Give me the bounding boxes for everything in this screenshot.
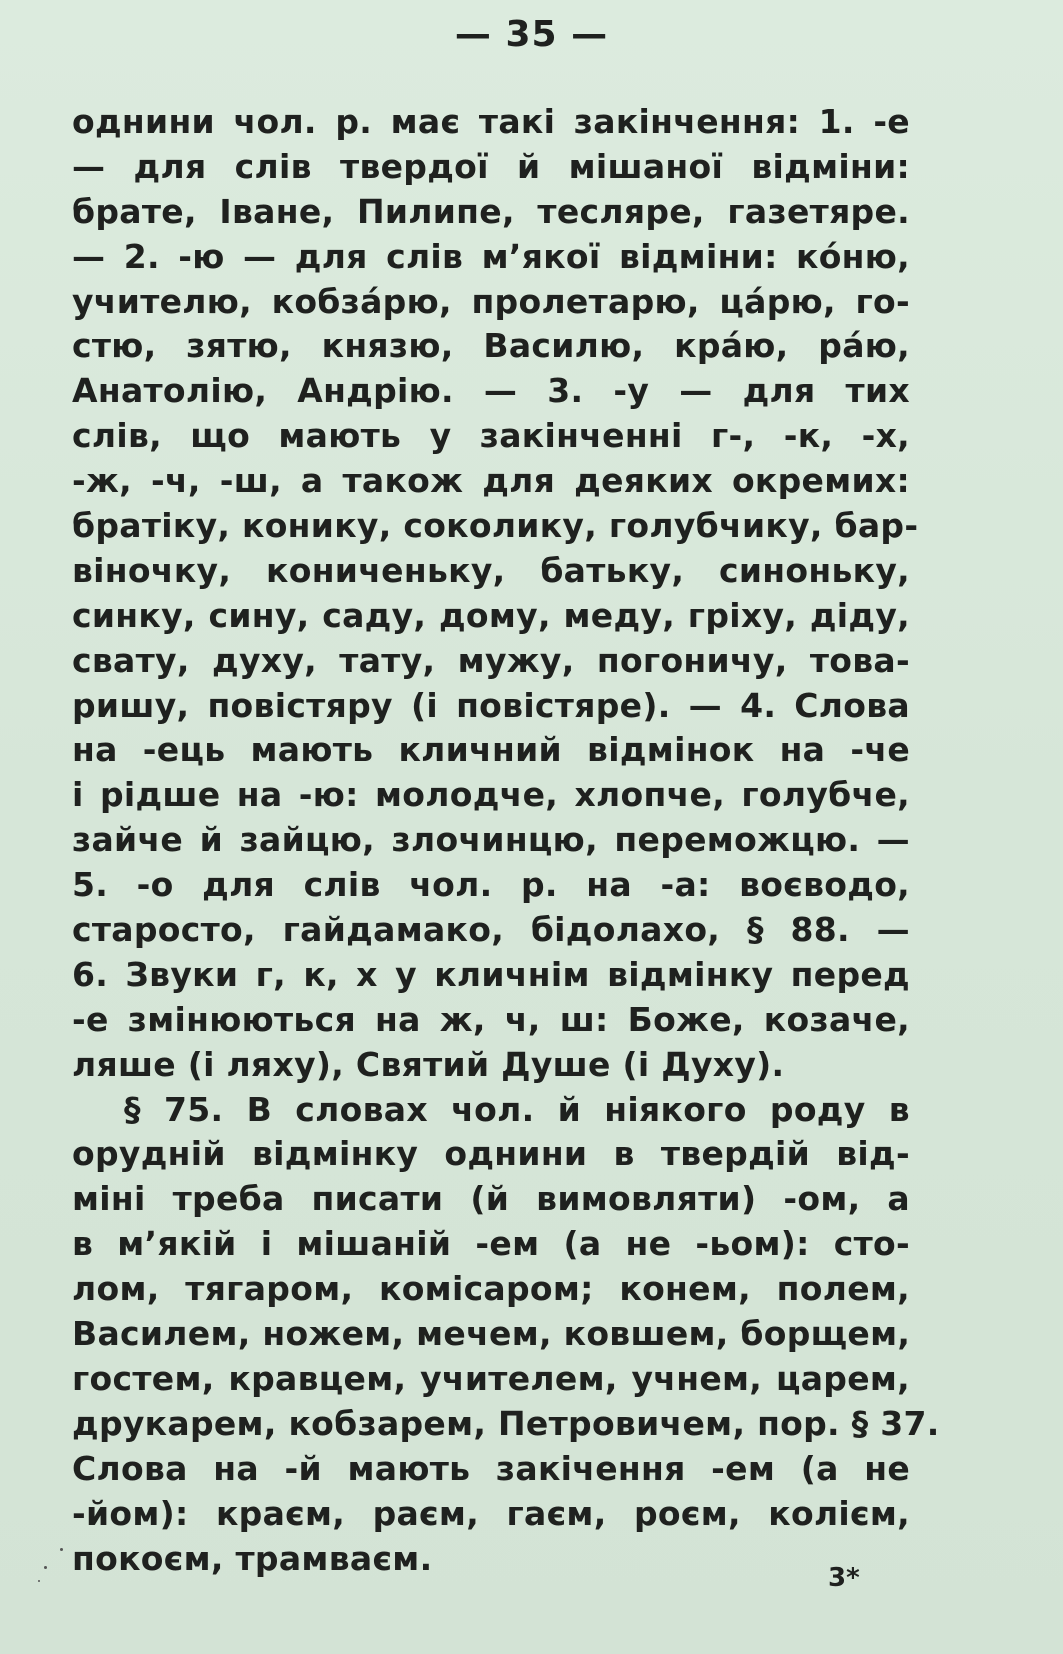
text-line: свату, духу, тату, мужу, погоничу, това-: [72, 640, 910, 680]
text-line: -е змінюються на ж, ч, ш: Боже, козаче,: [72, 999, 910, 1039]
text-line: ришу, повістяру (і повістяре). — 4. Слова: [72, 685, 910, 725]
text-line: 6. Звуки г, к, х у кличнім відмінку перед: [72, 954, 910, 994]
text-line: старосто, гайдамако, бідолахо, § 88. —: [72, 910, 910, 950]
section-start-line: § 75. В словах чол. й ніякого роду в: [124, 1089, 910, 1129]
text-line: синку, сину, саду, дому, меду, гріху, діду,: [72, 595, 910, 635]
paper-speck: [44, 1566, 47, 1569]
text-line: Василем, ножем, мечем, ковшем, борщем,: [72, 1314, 911, 1354]
text-line: — 2. -ю — для слів м’якої відміни: ко́ню,: [72, 236, 910, 276]
text-line: ляше (і ляху), Святий Душе (і Духу).: [72, 1044, 785, 1084]
text-line: покоєм, трамваєм.: [72, 1538, 433, 1578]
page-number: — 35 —: [454, 14, 609, 55]
text-line: брате, Іване, Пилипе, тесляре, газетяре.: [72, 191, 910, 231]
body-text: [72, 100, 940, 1581]
text-line: віночку, коничeньку, батьку, синоньку,: [72, 550, 910, 590]
text-line: Слова на -й мають закічення -ем (а не: [72, 1448, 910, 1488]
text-line: на -ець мають кличний відмінок на -че: [72, 730, 910, 770]
text-line: в м’якій і мішаній -ем (а не -ьом): сто-: [72, 1224, 910, 1264]
text-line: міні треба писати (й вимовляти) -ом, а: [72, 1179, 910, 1219]
text-line: орудній відмінку однини в твердій від-: [72, 1134, 910, 1174]
text-line: — для слів твердої й мішаної відміни:: [72, 146, 910, 186]
text-line: і рідше на -ю: молодче, хлопче, голубче,: [72, 775, 910, 815]
text-line: учителю, кобза́рю, пролетарю, ца́рю, го-: [72, 281, 910, 321]
text-line: лом, тягаром, комісаром; конем, полем,: [72, 1269, 910, 1309]
text-line: братіку, конику, соколику, голубчику, бар-: [72, 506, 919, 546]
text-line: Анатолію, Андрію. — 3. -у — для тих: [72, 371, 910, 411]
signature-mark: 3*: [828, 1563, 860, 1593]
text-line: однини чол. р. має такі закінчення: 1. -е: [72, 102, 910, 141]
text-line: друкарем, кобзарем, Петровичем, пор. § 37.: [72, 1403, 940, 1443]
text-line: гостем, кравцем, учителем, учнем, царем,: [72, 1358, 910, 1398]
paper-speck: [38, 1580, 40, 1582]
text-line: -ж, -ч, -ш, а також для деяких окремих:: [72, 461, 910, 501]
text-line: 5. -о для слів чол. р. на -а: воєводо,: [72, 865, 910, 905]
text-line: стю, зятю, князю, Василю, кра́ю, ра́ю,: [72, 326, 910, 366]
text-line: -йом): краєм, раєм, гаєм, роєм, колієм,: [72, 1493, 910, 1533]
text-line: зайче й зайцю, злочинцю, переможцю. —: [72, 820, 910, 860]
paper-speck: [60, 1548, 63, 1551]
text-line: слів, що мають у закінченні г-, -к, -х,: [72, 416, 910, 456]
